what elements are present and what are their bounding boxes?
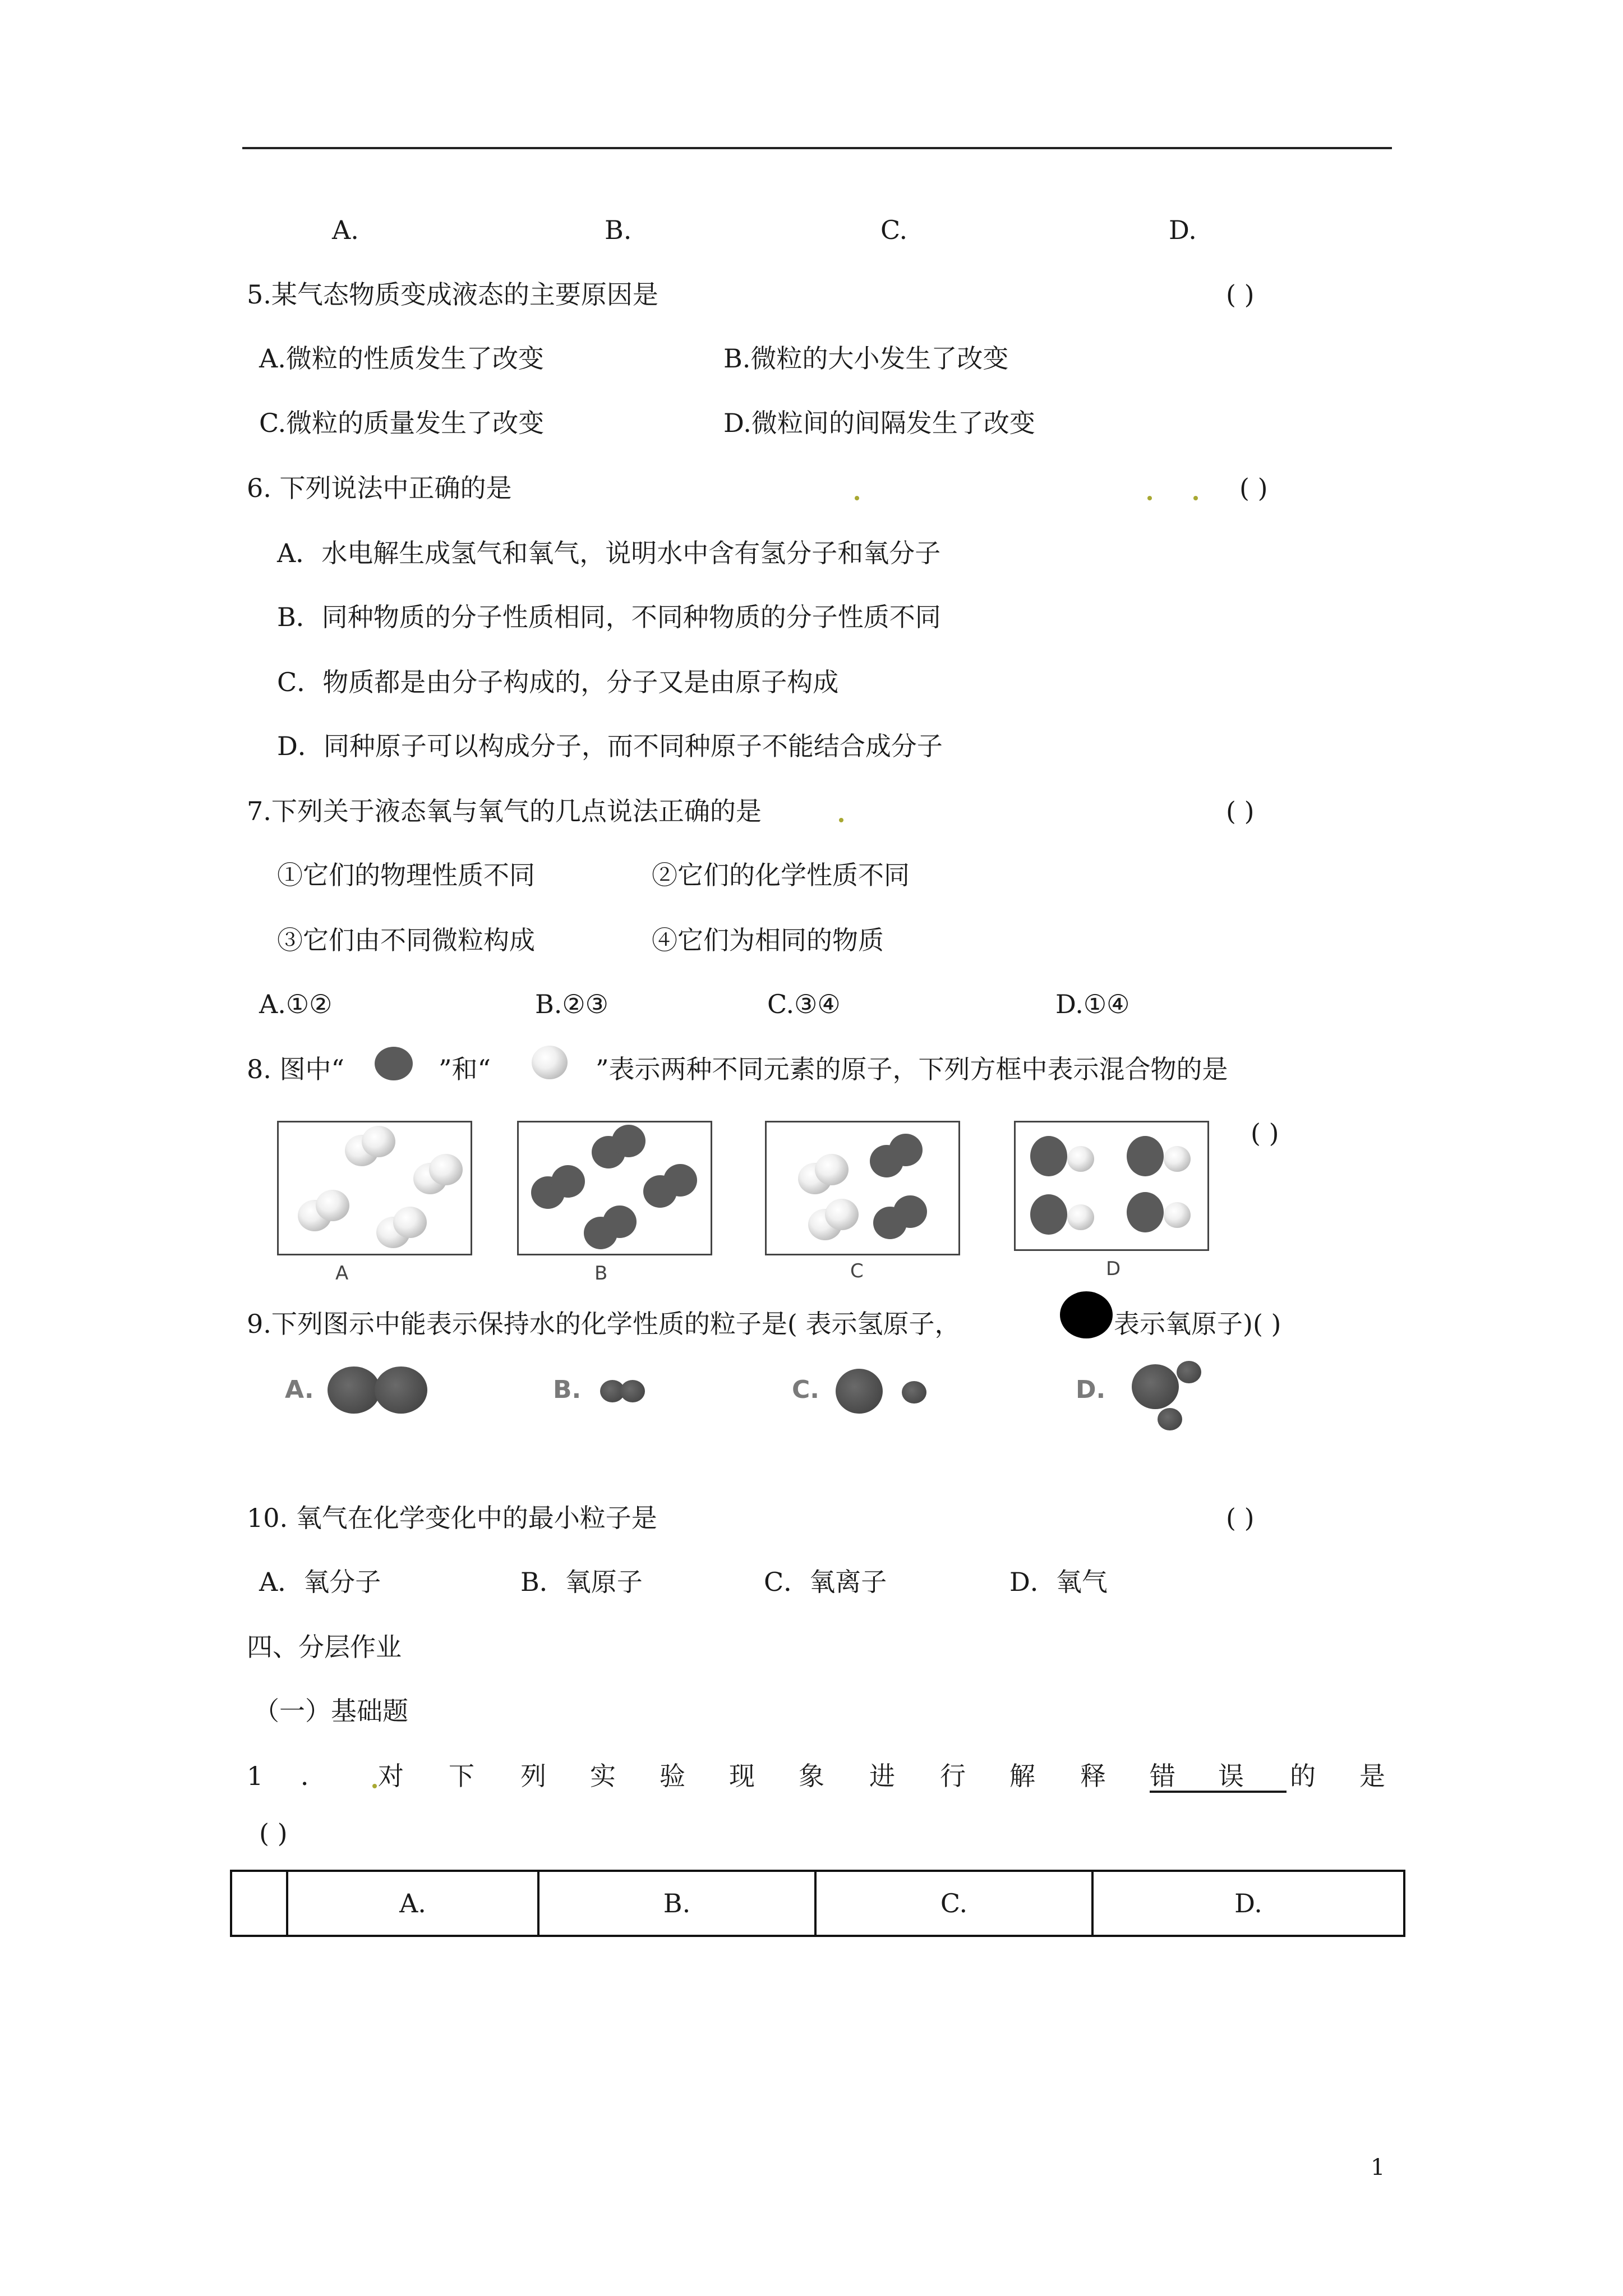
stray-dot xyxy=(855,496,859,500)
hw1-char: 验 xyxy=(660,1761,685,1791)
q5-answer-bracket: ( ) xyxy=(1226,279,1255,310)
q7-option-c: C.③④ xyxy=(767,989,841,1019)
q4-option-d: D. xyxy=(1169,215,1197,245)
hw1-char: 解 xyxy=(1009,1761,1035,1791)
q9-option-c-atom xyxy=(902,1381,926,1404)
hw1-char: 列 xyxy=(520,1761,546,1791)
table-cell xyxy=(231,1871,287,1936)
q8-box-d-label: D xyxy=(1106,1258,1121,1280)
stray-dot xyxy=(1193,496,1198,500)
hw1-char: 对 xyxy=(378,1761,404,1791)
table-row xyxy=(231,1871,1404,1936)
q7-statement-2: ②它们的化学性质不同 xyxy=(652,860,910,890)
q5-option-b: B.微粒的大小发生了改变 xyxy=(723,343,1009,374)
q7-statement-1: ①它们的物理性质不同 xyxy=(277,860,535,890)
q9-option-c-label: C. xyxy=(792,1375,820,1404)
q9-option-a-atom xyxy=(375,1366,427,1414)
q7-stem: 7.下列关于液态氧与氧气的几点说法正确的是 xyxy=(247,796,762,826)
q7-answer-bracket: ( ) xyxy=(1226,796,1255,826)
q6-option-b: B．同种物质的分子性质相同，不同种物质的分子性质不同 xyxy=(277,602,941,632)
stray-dot xyxy=(1147,496,1152,500)
q8-answer-bracket: ( ) xyxy=(1251,1118,1279,1148)
q8-stem-part3: ”表示两种不同元素的原子，下列方框中表示混合物的是 xyxy=(596,1054,1228,1084)
q6-option-a: A．水电解生成氢气和氧气，说明水中含有氢分子和氧分子 xyxy=(277,538,941,568)
hw1-char: 的 xyxy=(1290,1761,1316,1791)
q5-stem: 5.某气态物质变成液态的主要原因是 xyxy=(247,279,658,310)
q7-statement-3: ③它们由不同微粒构成 xyxy=(277,925,535,955)
q5-option-c: C.微粒的质量发生了改变 xyxy=(259,408,545,438)
q9-option-d-atom xyxy=(1132,1364,1179,1409)
page-number: 1 xyxy=(1371,2155,1385,2180)
q10-option-c: C．氧离子 xyxy=(764,1567,887,1597)
q9-option-a-label: A. xyxy=(285,1375,314,1404)
table-cell: C. xyxy=(815,1871,1092,1936)
white-atom-icon xyxy=(532,1046,568,1079)
q8-box-a xyxy=(277,1121,472,1255)
hw1-char: 行 xyxy=(940,1761,966,1791)
hw1-char: 进 xyxy=(869,1761,895,1791)
q6-stem: 6. 下列说法中正确的是 xyxy=(247,473,512,503)
section-title: 四、分层作业 xyxy=(247,1632,402,1662)
stray-dot xyxy=(839,818,843,822)
hw1-char: 现 xyxy=(729,1761,755,1791)
q7-statement-4: ④它们为相同的物质 xyxy=(652,925,884,955)
q9-stem-part1: 9.下列图示中能表示保持水的化学性质的粒子是( 表示氢原子， xyxy=(247,1309,961,1339)
q4-option-b: B. xyxy=(605,215,632,245)
hw1-char: 下 xyxy=(449,1761,474,1791)
q10-answer-bracket: ( ) xyxy=(1226,1503,1255,1533)
q7-option-b: B.②③ xyxy=(535,989,608,1019)
q8-box-d xyxy=(1014,1121,1209,1251)
q7-option-a: A.①② xyxy=(259,989,333,1019)
q9-option-a-atom xyxy=(328,1366,380,1414)
q9-option-b-label: B. xyxy=(553,1375,582,1404)
q8-stem-part2: ”和“ xyxy=(439,1054,491,1084)
hw1-char: 是 xyxy=(1359,1761,1385,1791)
q9-stem-part2: 表示氧原子)( ) xyxy=(1114,1309,1281,1339)
q10-option-a: A．氧分子 xyxy=(259,1567,381,1597)
q6-option-c: C．物质都是由分子构成的，分子又是由原子构成 xyxy=(277,667,839,697)
q6-option-d: D．同种原子可以构成分子，而不同种原子不能结合成分子 xyxy=(277,731,943,761)
q5-option-a: A.微粒的性质发生了改变 xyxy=(259,343,544,374)
q8-box-b xyxy=(517,1121,712,1255)
q4-option-a: A. xyxy=(332,215,359,245)
section-subtitle: （一）基础题 xyxy=(253,1696,408,1726)
hw1-char: 1 xyxy=(247,1761,264,1791)
q5-option-d: D.微粒间的间隔发生了改变 xyxy=(723,408,1035,438)
hw1-answer-bracket: ( ) xyxy=(259,1818,288,1848)
gray-atom-icon xyxy=(375,1047,413,1080)
q6-answer-bracket: ( ) xyxy=(1239,473,1268,503)
hw1-char: ． xyxy=(301,1761,326,1791)
q8-box-c xyxy=(765,1121,960,1255)
q10-option-b: B．氧原子 xyxy=(520,1567,643,1597)
q9-option-d-label: D. xyxy=(1076,1375,1106,1404)
header-rule xyxy=(242,147,1392,149)
stray-dot xyxy=(372,1784,377,1788)
hw1-answer-table xyxy=(230,1870,1405,1937)
q8-box-a-label: A xyxy=(335,1262,349,1285)
table-cell: B. xyxy=(538,1871,815,1936)
q9-option-d-atom xyxy=(1177,1361,1201,1383)
hw1-char: 释 xyxy=(1080,1761,1106,1791)
q9-option-d-atom xyxy=(1158,1408,1182,1430)
oxygen-atom-icon xyxy=(1060,1291,1113,1338)
q4-option-c: C. xyxy=(880,215,908,245)
q9-option-b-atom xyxy=(620,1380,645,1402)
q10-stem: 10. 氧气在化学变化中的最小粒子是 xyxy=(247,1503,657,1533)
hw1-underlined-word: 错误 xyxy=(1150,1761,1287,1791)
q8-stem-part1: 8. 图中“ xyxy=(247,1054,345,1084)
q8-box-c-label: C xyxy=(850,1260,864,1282)
q10-option-d: D．氧气 xyxy=(1009,1567,1108,1597)
q9-option-c-atom xyxy=(836,1369,883,1414)
q8-box-b-label: B xyxy=(594,1262,608,1285)
table-cell: D. xyxy=(1092,1871,1404,1936)
hw1-char: 实 xyxy=(590,1761,616,1791)
table-cell: A. xyxy=(287,1871,538,1936)
q7-option-d: D.①④ xyxy=(1055,989,1130,1019)
hw1-char: 象 xyxy=(799,1761,824,1791)
